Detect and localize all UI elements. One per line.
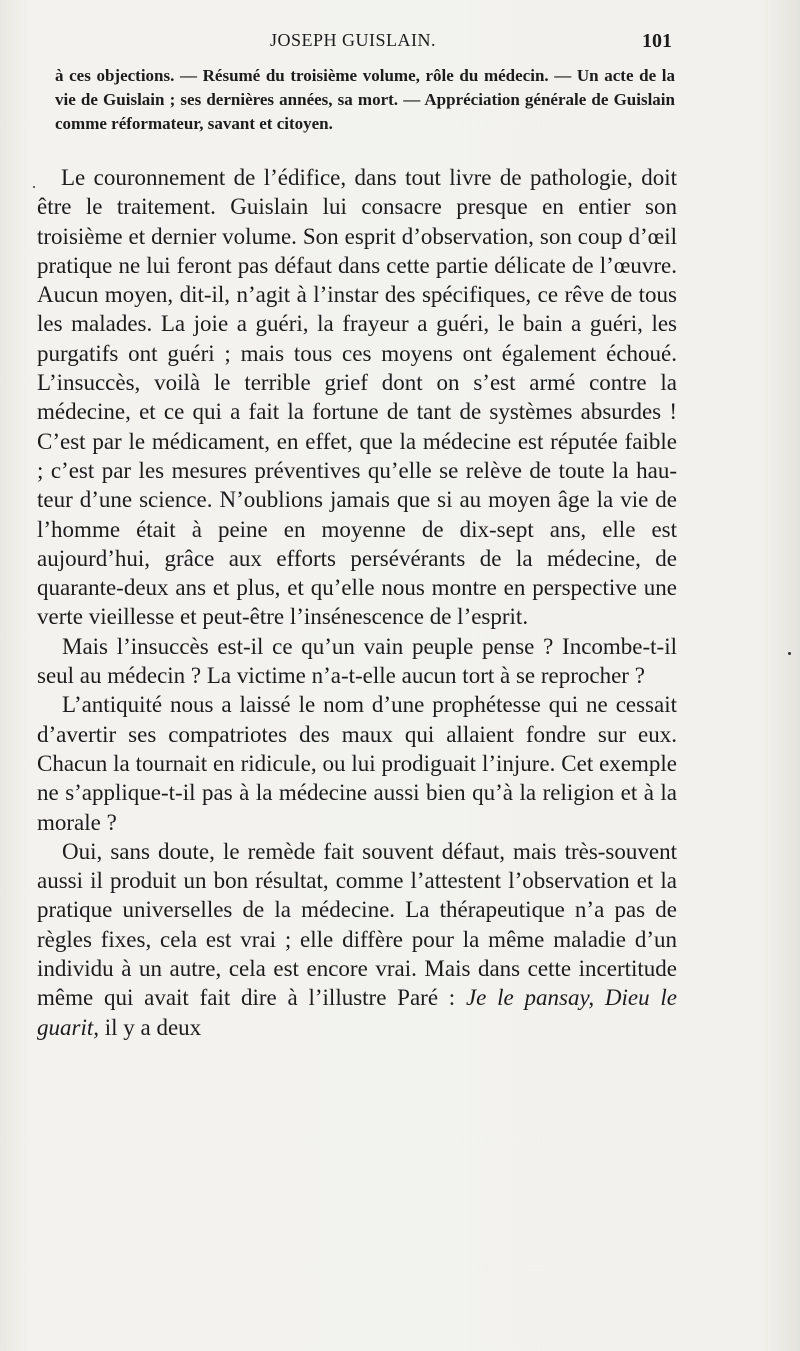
running-title: JOSEPH GUISLAIN. <box>270 30 437 50</box>
page-number: 101 <box>642 30 672 52</box>
chapter-summary: à ces objections. — Résumé du troisième volume, rôle du médecin. — Un acte de la vie de Guislain ; ses dernières années, sa mort. — Appréciation générale de Guislain comme réformateur, savant et citoyen. <box>55 66 675 133</box>
paragraph: L’antiquité nous a laissé le nom d’une prophétesse qui ne cessait d’avertir ses compatriotes des maux qui allaient fondre sur eux. Chacun la tournait en ridicule, ou lui prodiguait l’injure. Cet exemple ne s’applique-t-il pas à la médecine aussi bien qu’à la religion et à la morale ? <box>37 692 677 835</box>
print-speck <box>788 652 791 655</box>
paragraph-text-end: il y a deux <box>98 1014 202 1040</box>
running-head <box>0 30 800 60</box>
body-text <box>37 163 677 1042</box>
paragraph: Le couronnement de l’édifice, dans tout livre de pathologie, doit être le traitement. Guislain lui consacre presque en entier son troisième et dernier volume. Son esprit d’observation, son coup d’œil pratique ne lui feront pas défaut dans cette partie délicate de l’œuvre. Aucun moyen, dit-il, n’agit à l’instar des spécifiques, ce rêve de tous les malades. La joie a guéri, la frayeur a guéri, le bain a guéri, les purgatifs ont guéri ; mais tous ces moyens ont également échoué. L’insuccès, voilà le terrible grief dont on s’est armé contre la médecine, et ce qui a fait la fortune de tant de systèmes absurdes ! C’est par le médicament, en effet, que la médecine est réputée faible ; c’est par les mesures préventives qu’elle se relève de toute la hauteur d’une science. N’oublions jamais que si au moyen âge la vie de l’homme était à peine en moyenne de dix-sept ans, elle est aujourd’hui, grâce aux efforts persévérants de la médecine, de quarante-deux ans et plus, et qu’elle nous montre en perspective une verte vieillesse et peut-être l’insénescence de l’esprit. <box>37 165 677 630</box>
print-speck <box>33 186 35 188</box>
paragraph: Mais l’insuccès est-il ce qu’un vain peuple pense ? Incombe-t-il seul au médecin ? La victime n’a-t-elle aucun tort à se reprocher ? <box>37 633 677 689</box>
paragraph-last <box>37 837 677 1042</box>
paragraph-text: Oui, sans doute, le remède fait souvent défaut, mais très-souvent aussi il produit un bon résultat, comme l’attestent l’observation et la pratique universelles de la médecine. La thérapeutique n’a pas de règles fixes, cela est vrai ; elle diffère pour la même maladie d’un individu à un autre, cela est encore vrai. Mais dans cette incertitude même qui avait fait dire à l’illustre Paré : <box>37 838 677 1011</box>
italic-quote: Je le pansay, Dieu le guarit, <box>37 985 677 1040</box>
